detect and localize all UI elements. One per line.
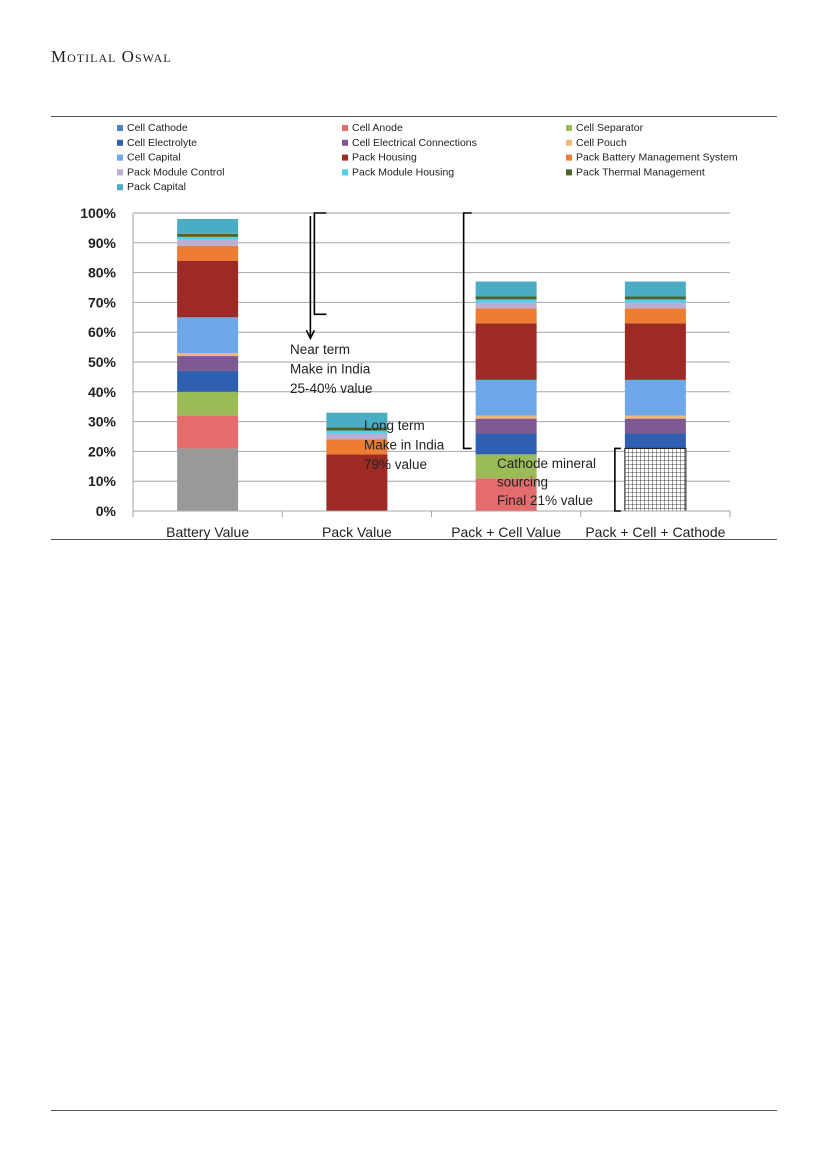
bar-segment-battery-value-cell-cathode (177, 448, 238, 511)
bar-segment-pack-cell-cathode-cell-capital (625, 380, 686, 416)
bar-segment-pack-cell-cathode-pack-module-control (625, 302, 686, 308)
bar-segment-battery-value-pack-thermal-management (177, 234, 238, 237)
legend-label-cell-separator: Cell Separator (576, 122, 644, 134)
bar-segment-battery-value-pack-module-housing (177, 237, 238, 240)
bars (177, 219, 686, 511)
near-term-bracket (314, 213, 326, 314)
bar-segment-pack-cell-cathode-pack-housing (625, 323, 686, 380)
legend-label-pack-capital: Pack Capital (127, 181, 186, 194)
long-term-annotation-text: Long term Make in India 79% value (364, 418, 445, 472)
legend-label-cell-capital: Cell Capital (127, 151, 181, 164)
stacked-bar-chart (0, 0, 827, 560)
bar-segment-battery-value-pack-battery-management-system (177, 246, 238, 261)
bar-segment-pack-cell-value-pack-thermal-management (476, 296, 537, 299)
near-term-annotation-text: Near term Make in India 25-40% value (290, 342, 373, 396)
y-tick-label-80: 80% (87, 264, 116, 281)
bar-segment-battery-value-pack-housing (177, 261, 238, 318)
y-tick-label-50: 50% (87, 354, 116, 370)
legend-label-pack-module-control: Pack Module Control (127, 166, 225, 179)
legend-label-pack-battery-management-system: Pack Battery Management System (576, 151, 738, 164)
y-tick-label-20: 20% (87, 443, 116, 460)
y-tick-label-0: 0% (95, 503, 116, 519)
bar-segment-battery-value-pack-capital (177, 219, 238, 234)
bar-segment-battery-value-pack-module-control (177, 240, 238, 246)
x-tick-label-pack-value: Pack Value (321, 524, 392, 540)
legend-swatch-cell-anode (342, 125, 348, 131)
y-tick-label-70: 70% (87, 294, 116, 311)
bar-segment-battery-value-cell-electrolyte (177, 371, 238, 392)
legend-swatch-cell-cathode (117, 125, 123, 131)
y-tick-label-10: 10% (87, 473, 116, 490)
long-term-bracket (464, 213, 472, 448)
bar-segment-battery-value-cell-capital (177, 317, 238, 353)
legend-label-cell-pouch: Cell Pouch (576, 136, 627, 149)
bar-segment-battery-value-cell-anode (177, 416, 238, 449)
cathode-bracket (615, 448, 621, 511)
bar-segment-pack-cell-cathode-cell-pouch (625, 416, 686, 419)
bar-segment-pack-cell-value-cell-pouch (476, 416, 537, 419)
y-tick-label-100: 100% (80, 205, 116, 221)
legend-label-cell-electrolyte: Cell Electrolyte (127, 136, 198, 149)
bar-segment-pack-cell-cathode-pack-capital (625, 282, 686, 297)
bar-segment-pack-cell-value-pack-capital (476, 282, 537, 297)
legend-swatch-cell-separator (566, 125, 572, 131)
bar-segment-battery-value-cell-separator (177, 392, 238, 416)
y-tick-label-60: 60% (87, 324, 116, 341)
chart-legend (117, 122, 738, 193)
legend-swatch-cell-pouch (566, 140, 572, 146)
legend-label-cell-cathode: Cell Cathode (127, 122, 188, 134)
legend-swatch-cell-capital (117, 155, 123, 161)
legend-swatch-pack-module-control (117, 169, 123, 175)
y-tick-label-30: 30% (87, 413, 116, 430)
x-tick-label-pack-cell-cathode: Pack + Cell + Cathode (585, 524, 726, 540)
x-tick-label-pack-cell-value: Pack + Cell Value (451, 524, 562, 540)
footer-divider (51, 1110, 777, 1111)
legend-label-pack-module-housing: Pack Module Housing (352, 166, 455, 179)
legend-swatch-pack-capital (117, 184, 123, 190)
legend-swatch-pack-thermal-management (566, 169, 572, 175)
bar-segment-pack-cell-value-pack-battery-management-system (476, 308, 537, 323)
y-axis (80, 205, 133, 519)
bar-segment-pack-cell-value-pack-module-control (476, 302, 537, 308)
company-logo: Motilal Oswal (51, 47, 172, 66)
x-tick-label-battery-value: Battery Value (166, 524, 250, 540)
bar-segment-pack-cell-cathode-pack-thermal-management (625, 296, 686, 299)
legend-label-cell-electrical-connections: Cell Electrical Connections (352, 136, 477, 149)
bar-segment-pack-cell-value-pack-housing (476, 323, 537, 380)
bar-segment-pack-cell-cathode-cell-electrical-connections (625, 419, 686, 434)
bar-segment-pack-cell-value-cell-electrolyte (476, 434, 537, 455)
bar-segment-pack-cell-cathode-pack-battery-management-system (625, 308, 686, 323)
bar-segment-battery-value-cell-electrical-connections (177, 356, 238, 371)
x-axis (133, 511, 730, 540)
bar-segment-battery-value-cell-pouch (177, 353, 238, 356)
legend-label-cell-anode: Cell Anode (352, 122, 403, 134)
y-tick-label-40: 40% (87, 383, 116, 400)
legend-label-pack-housing: Pack Housing (352, 151, 417, 164)
bar-segment-pack-cell-value-cell-electrical-connections (476, 419, 537, 434)
bar-segment-pack-cell-value-cell-capital (476, 380, 537, 416)
legend-swatch-pack-battery-management-system (566, 155, 572, 161)
legend-swatch-pack-module-housing (342, 169, 348, 175)
legend-swatch-cell-electrical-connections (342, 140, 348, 146)
legend-label-pack-thermal-management: Pack Thermal Management (576, 166, 705, 179)
legend-swatch-cell-electrolyte (117, 140, 123, 146)
bar-segment-pack-cell-value-pack-module-housing (476, 299, 537, 302)
bar-segment-pack-cell-cathode-cathode-mineral (625, 448, 686, 511)
legend-swatch-pack-housing (342, 155, 348, 161)
bar-segment-pack-cell-cathode-pack-module-housing (625, 299, 686, 302)
cathode-annotation-text: Cathode mineral sourcing Final 21% value (497, 456, 597, 508)
y-tick-label-90: 90% (87, 234, 116, 251)
